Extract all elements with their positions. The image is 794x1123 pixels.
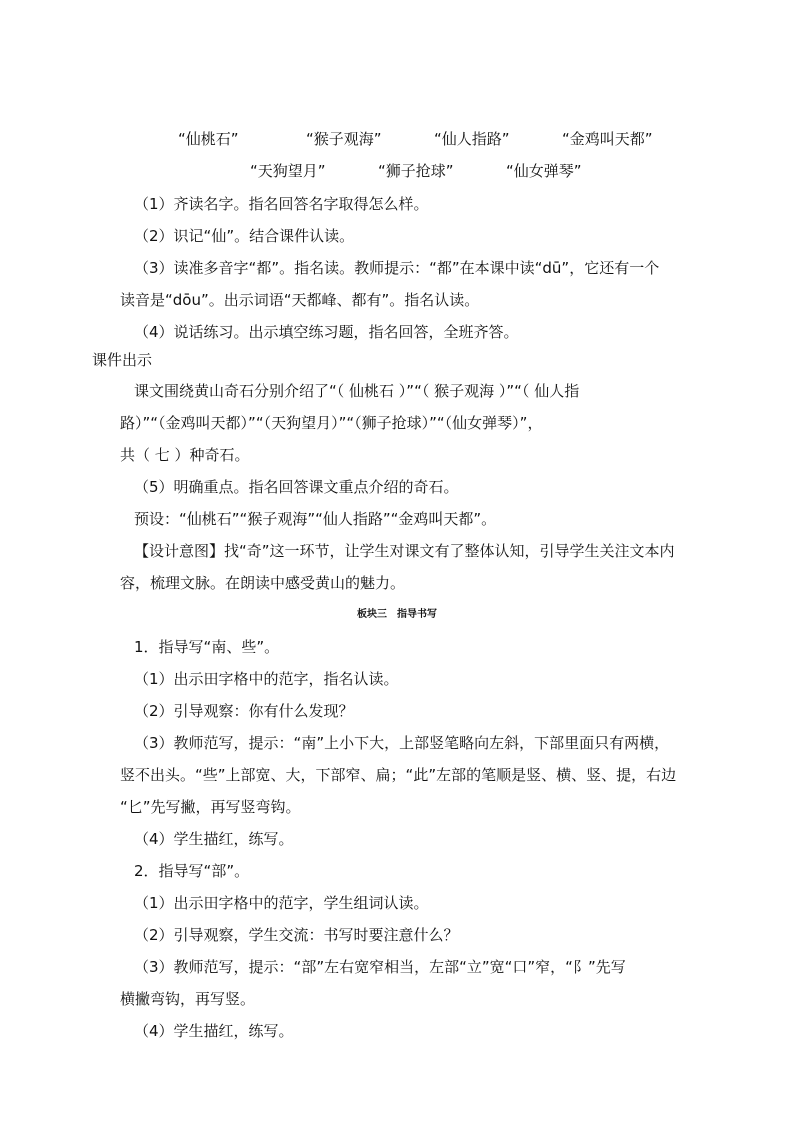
stone-name: “仙女弹琴” xyxy=(506,162,582,180)
text-line: （2）引导观察：你有什么发现？ xyxy=(134,702,354,720)
text-line: 1．指导写“南、些”。 xyxy=(134,638,280,656)
section-heading: 板块三 指导书写 xyxy=(357,609,437,620)
text-line: （1）出示田字格中的范字，指名认读。 xyxy=(134,670,399,688)
text-line: 课件出示 xyxy=(92,351,153,369)
stone-name: “仙桃石” xyxy=(178,130,239,148)
text-line: 预设：“仙桃石”“猴子观海”“仙人指路”“金鸡叫天都”。 xyxy=(134,510,497,528)
text-line: 竖不出头。“些”上部宽、大，下部窄、扁；“此”左部的笔顺是竖、横、竖、提，右边 xyxy=(120,766,677,784)
text-line: 读音是“dōu”。出示词语“天都峰、都有”。指名认读。 xyxy=(120,291,480,309)
stone-name: “天狗望月” xyxy=(250,162,326,180)
text-line: （4）学生描红，练写。 xyxy=(134,1022,294,1040)
stone-name: “仙人指路” xyxy=(434,130,510,148)
text-line: “匕”先写撇，再写竖弯钩。 xyxy=(120,798,301,816)
text-line: （1）齐读名字。指名回答名字取得怎么样。 xyxy=(134,195,429,213)
text-line: （4）说话练习。出示填空练习题，指名回答，全班齐答。 xyxy=(134,323,519,341)
text-line: （2）识记“仙”。结合课件认读。 xyxy=(134,227,355,245)
text-line: （3）教师范写，提示：“部”左右宽窄相当，左部“立”宽“口”窄，“阝”先写 xyxy=(134,958,626,976)
text-line: （1）出示田字格中的范字，学生组词认读。 xyxy=(134,894,429,912)
text-line: （3）读准多音字“都”。指名读。教师提示：“都”在本课中读“dū”，它还有一个 xyxy=(134,259,660,277)
text-line: （3）教师范写，提示：“南”上小下大，上部竖笔略向左斜，下部里面只有两横， xyxy=(134,734,670,752)
stone-name: “猴子观海” xyxy=(306,130,382,148)
text-line: 容，梳理文脉。在朗读中感受黄山的魅力。 xyxy=(120,574,406,592)
text-line: 2．指导写“部”。 xyxy=(134,862,250,880)
text-line: （2）引导观察，学生交流：书写时要注意什么？ xyxy=(134,926,459,944)
text-line: （4）学生描红，练写。 xyxy=(134,830,294,848)
text-line: 横撇弯钩，再写竖。 xyxy=(120,990,256,1008)
text-line: 路）”“（金鸡叫天都）”“（天狗望月）”“（狮子抢球）”“（仙女弹琴）”， xyxy=(120,414,543,432)
text-line: 【设计意图】找“奇”这一环节，让学生对课文有了整体认知，引导学生关注文本内 xyxy=(134,542,675,560)
text-line: 共（ 七 ）种奇石。 xyxy=(120,446,250,464)
text-line: 课文围绕黄山奇石分别介绍了“（ 仙桃石 ）”“（ 猴子观海 ）”“（ 仙人指 xyxy=(134,382,580,400)
stone-name: “金鸡叫天都” xyxy=(562,130,653,148)
stone-name: “狮子抢球” xyxy=(378,162,454,180)
text-line: （5）明确重点。指名回答课文重点介绍的奇石。 xyxy=(134,478,459,496)
